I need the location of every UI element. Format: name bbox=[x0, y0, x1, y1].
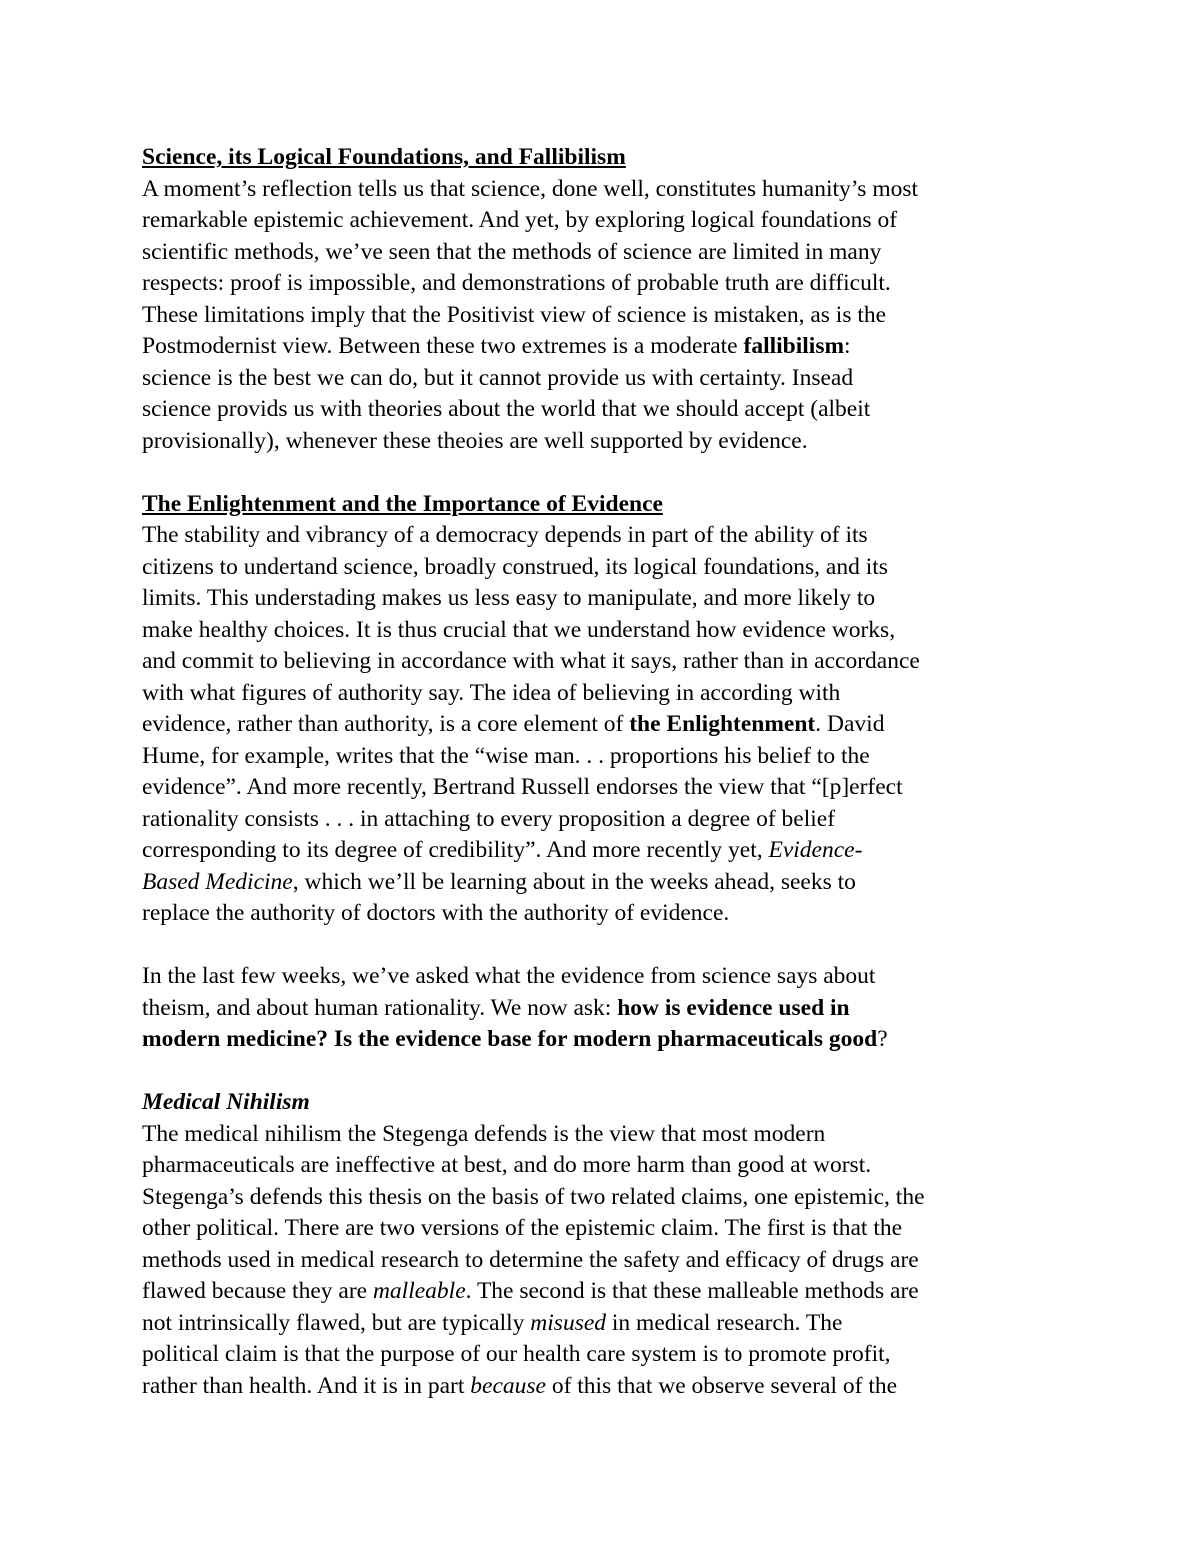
paragraph-line: replace the authority of doctors with the authority of evidence. bbox=[142, 900, 730, 926]
document-page bbox=[142, 142, 1062, 1434]
text-run: of this that we observe several of the bbox=[545, 1372, 898, 1399]
paragraph-line: science is the best we can do, but it cannot provide us with certainty. Insead bbox=[142, 364, 854, 391]
text-run: : bbox=[844, 333, 851, 359]
paragraph-line: The medical nihilism the Stegenga defends is the view that most modern bbox=[142, 1120, 826, 1147]
text-run: flawed because they are bbox=[142, 1278, 373, 1304]
section-heading: Medical Nihilism bbox=[142, 1089, 310, 1115]
paragraph-line: evidence”. And more recently, Bertrand Russell endorses the view that “[p]erfect bbox=[142, 774, 903, 800]
text-run: . David bbox=[815, 711, 885, 737]
section-medical-nihilism bbox=[142, 1087, 1062, 1402]
bold-term: the Enlightenment bbox=[629, 711, 816, 737]
text-run: not intrinsically flawed, but are typically bbox=[142, 1309, 531, 1336]
section-enlightenment bbox=[142, 489, 1062, 930]
paragraph-line: provisionally), whenever these theoies are well supported by evidence. bbox=[142, 427, 808, 454]
paragraph-line bbox=[142, 835, 1062, 867]
paragraph-line: remarkable epistemic achievement. And yet, by exploring logical foundations of bbox=[142, 207, 898, 233]
paragraph-line: make healthy choices. It is thus crucial that we understand how evidence works, bbox=[142, 616, 896, 643]
text-run: in medical research. The bbox=[606, 1309, 843, 1336]
paragraph-line bbox=[142, 331, 1062, 363]
italic-term: because bbox=[470, 1372, 546, 1399]
paragraph-line bbox=[142, 1371, 1062, 1403]
text-run: corresponding to its degree of credibility”. And more recently yet, bbox=[142, 837, 769, 863]
italic-term: malleable bbox=[372, 1278, 466, 1304]
bold-term: fallibilism bbox=[743, 333, 845, 359]
italic-term: Evidence- bbox=[768, 837, 863, 863]
paragraph-line bbox=[142, 1024, 1062, 1056]
section-questions bbox=[142, 961, 1062, 1056]
paragraph-line: A moment’s reflection tells us that science, done well, constitutes humanity’s most bbox=[142, 175, 919, 202]
text-run: evidence, rather than authority, is a core element of bbox=[142, 711, 630, 737]
paragraph-line: citizens to undertand science, broadly construed, its logical foundations, and its bbox=[142, 553, 888, 580]
paragraph-line bbox=[142, 867, 1062, 899]
text-run: , which we’ll be learning about in the weeks ahead, seeks to bbox=[292, 868, 856, 895]
section-fallibilism bbox=[142, 142, 1062, 457]
paragraph-line: limits. This understading makes us less easy to manipulate, and more likely to bbox=[142, 585, 876, 611]
text-run: . The second is that these malleable methods are bbox=[465, 1278, 919, 1304]
paragraph-line: In the last few weeks, we’ve asked what the evidence from science says about bbox=[142, 963, 876, 989]
paragraph-line: These limitations imply that the Positivist view of science is mistaken, as is the bbox=[142, 301, 887, 328]
paragraph-line: methods used in medical research to determine the safety and efficacy of drugs are bbox=[142, 1246, 919, 1273]
paragraph-line: Hume, for example, writes that the “wise man. . . proportions his belief to the bbox=[142, 742, 870, 769]
paragraph-line bbox=[142, 993, 1062, 1025]
paragraph-line bbox=[142, 709, 1062, 741]
bold-question: how is evidence used in bbox=[617, 994, 850, 1021]
paragraph-line: political claim is that the purpose of our health care system is to promote profit, bbox=[142, 1341, 891, 1367]
paragraph-line: with what figures of authority say. The idea of believing in according with bbox=[142, 679, 841, 706]
paragraph-line: and commit to believing in accordance with what it says, rather than in accordance bbox=[142, 648, 920, 674]
section-heading: The Enlightenment and the Importance of Evidence bbox=[142, 490, 663, 517]
paragraph-line: science provids us with theories about the world that we should accept (albeit bbox=[142, 396, 871, 422]
paragraph-line: pharmaceuticals are ineffective at best, and do more harm than good at worst. bbox=[142, 1152, 872, 1178]
paragraph-line: Stegenga’s defends this thesis on the basis of two related claims, one epistemic, the bbox=[142, 1183, 925, 1210]
text-run: theism, and about human rationality. We now ask: bbox=[142, 994, 618, 1021]
text-run: ? bbox=[877, 1026, 888, 1052]
paragraph-line: other political. There are two versions of the epistemic claim. The first is that the bbox=[142, 1215, 903, 1241]
text-run: rather than health. And it is in part bbox=[142, 1372, 471, 1399]
paragraph-line: rationality consists . . . in attaching to every proposition a degree of belief bbox=[142, 805, 836, 832]
paragraph-line: The stability and vibrancy of a democracy depends in part of the ability of its bbox=[142, 522, 868, 548]
paragraph-line bbox=[142, 1276, 1062, 1308]
paragraph-line bbox=[142, 1308, 1062, 1340]
text-run: Postmodernist view. Between these two extremes is a moderate bbox=[142, 333, 744, 359]
paragraph-line: respects: proof is impossible, and demonstrations of probable truth are difficult. bbox=[142, 270, 891, 296]
italic-term: misused bbox=[530, 1309, 607, 1336]
paragraph-line: scientific methods, we’ve seen that the methods of science are limited in many bbox=[142, 238, 882, 265]
section-heading: Science, its Logical Foundations, and Fallibilism bbox=[142, 144, 626, 170]
italic-term: Based Medicine bbox=[142, 868, 293, 895]
bold-question: modern medicine? Is the evidence base for modern pharmaceuticals good bbox=[142, 1026, 878, 1052]
